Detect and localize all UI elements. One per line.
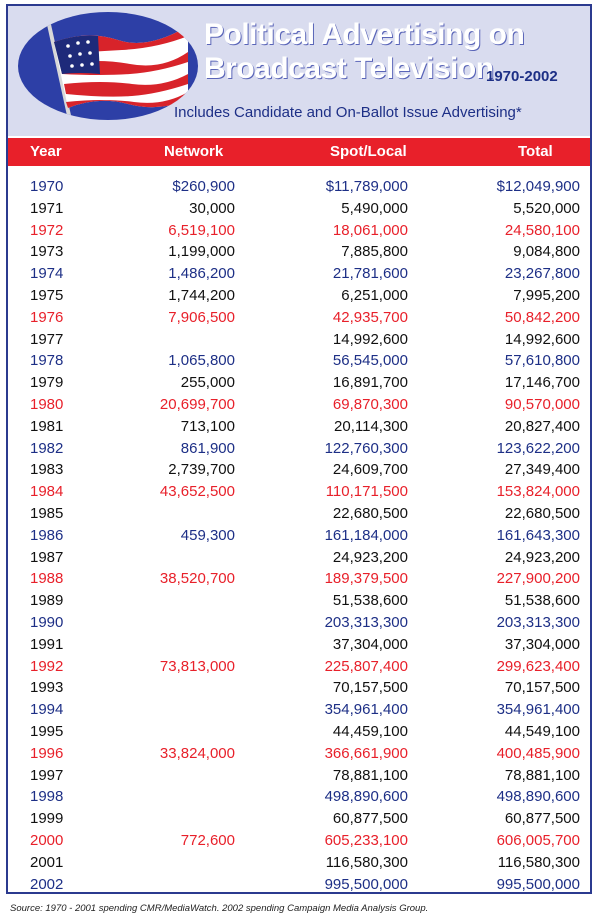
cell-network: 30,000 [189,199,235,217]
table-row [8,721,590,743]
cell-network: 1,486,200 [168,265,235,283]
cell-spot-local: 37,304,000 [332,635,408,653]
table-row [8,416,590,438]
cell-total: 44,549,100 [504,722,580,740]
cell-network: 2,739,700 [168,461,235,479]
cell-spot-local: 24,923,200 [332,548,408,566]
subtitle: Includes Candidate and On-Ballot Issue Advertising* [174,104,522,121]
cell-spot-local: 6,251,000 [341,286,408,304]
header-banner [8,6,590,136]
cell-total: 27,349,400 [504,461,580,479]
cell-network: 1,065,800 [168,352,235,370]
cell-total: 7,995,200 [513,286,580,304]
cell-total: 400,485,900 [496,744,580,762]
cell-spot-local: 24,609,700 [332,461,408,479]
cell-network: 33,824,000 [159,744,235,762]
table-row [8,459,590,481]
table-row [8,590,590,612]
cell-total: 14,992,600 [504,330,580,348]
table-row [8,438,590,460]
cell-year: 1974 [30,265,64,283]
cell-network: 713,100 [180,417,235,435]
table-row [8,568,590,590]
table-body [8,176,590,894]
cell-spot-local: 18,061,000 [332,221,408,239]
cell-network: 459,300 [180,526,235,544]
cell-year: 1986 [30,526,64,544]
source-note: Source: 1970 - 2001 spending CMR/MediaWatch. 2002 spending Campaign Media Analysis Group. [10,903,429,914]
cell-spot-local: 161,184,000 [324,526,408,544]
table-row [8,830,590,852]
cell-total: 22,680,500 [504,504,580,522]
cell-spot-local: 78,881,100 [332,766,408,784]
cell-year: 1975 [30,286,64,304]
cell-year: 1995 [30,722,64,740]
cell-year: 1996 [30,744,64,762]
cell-spot-local: 69,870,300 [332,395,408,413]
table-row [8,220,590,242]
column-header-network: Network [164,143,224,160]
cell-year: 1992 [30,657,64,675]
table-row [8,765,590,787]
cell-year: 1987 [30,548,64,566]
cell-year: 1981 [30,417,64,435]
cell-year: 1980 [30,395,64,413]
cell-spot-local: 42,935,700 [332,308,408,326]
column-header-year: Year [30,143,62,160]
table-row [8,808,590,830]
cell-year: 1983 [30,461,64,479]
cell-spot-local: 122,760,300 [324,439,408,457]
cell-network: 861,900 [180,439,235,457]
cell-spot-local: 16,891,700 [332,374,408,392]
table-row [8,198,590,220]
cell-total: 354,961,400 [496,701,580,719]
cell-network: 38,520,700 [159,570,235,588]
cell-spot-local: 225,807,400 [324,657,408,675]
table-row [8,503,590,525]
table-row [8,612,590,634]
cell-spot-local: 366,661,900 [324,744,408,762]
cell-spot-local: 354,961,400 [324,701,408,719]
cell-total: 57,610,800 [504,352,580,370]
cell-network: 73,813,000 [159,657,235,675]
cell-year: 2002 [30,875,64,893]
cell-total: 24,580,100 [504,221,580,239]
table-row [8,176,590,198]
cell-total: 24,923,200 [504,548,580,566]
cell-year: 1972 [30,221,64,239]
cell-spot-local: 189,379,500 [324,570,408,588]
cell-network: 772,600 [180,831,235,849]
cell-total: 498,890,600 [496,788,580,806]
cell-network: 43,652,500 [159,483,235,501]
cell-year: 1976 [30,308,64,326]
table-row [8,263,590,285]
flag-emblem [18,12,198,120]
title-line-2: Broadcast Television [204,52,494,85]
cell-total: 153,824,000 [496,483,580,501]
cell-total: 78,881,100 [504,766,580,784]
column-header-spot-local: Spot/Local [330,143,407,160]
cell-year: 1988 [30,570,64,588]
table-row [8,547,590,569]
cell-year: 2001 [30,853,64,871]
cell-year: 1971 [30,199,64,217]
cell-total: 123,622,200 [496,439,580,457]
cell-total: 9,084,800 [513,243,580,261]
title-line-1: Political Advertising on [204,18,525,51]
cell-year: 1970 [30,178,64,195]
cell-total: 161,643,300 [496,526,580,544]
cell-network: 1,199,000 [168,243,235,261]
cell-total: 60,877,500 [504,810,580,828]
cell-year: 1979 [30,374,64,392]
cell-year: 1990 [30,613,64,631]
cell-total: 50,842,200 [504,308,580,326]
cell-total: 90,570,000 [504,395,580,413]
table-row [8,372,590,394]
cell-network: 20,699,700 [159,395,235,413]
cell-spot-local: 110,171,500 [325,483,408,501]
cell-spot-local: 5,490,000 [341,199,408,217]
cell-spot-local: 60,877,500 [332,810,408,828]
table-header [8,138,590,166]
cell-network: 6,519,100 [168,221,235,239]
cell-year: 1998 [30,788,64,806]
cell-year: 2000 [30,831,64,849]
table-row [8,329,590,351]
cell-total: 299,623,400 [496,657,580,675]
cell-year: 1982 [30,439,64,457]
cell-network: 7,906,500 [168,308,235,326]
cell-spot-local: 20,114,300 [334,417,408,435]
cell-total: 37,304,000 [504,635,580,653]
cell-total: 20,827,400 [504,417,580,435]
cell-spot-local: 56,545,000 [332,352,408,370]
table-row [8,481,590,503]
cell-year: 1993 [30,679,64,697]
table-row [8,634,590,656]
cell-spot-local: 14,992,600 [332,330,408,348]
cell-year: 1973 [30,243,64,261]
table-row [8,394,590,416]
cell-total: 995,500,000 [496,875,580,893]
cell-total: 51,538,600 [504,592,580,610]
table-row [8,525,590,547]
cell-year: 1991 [30,635,64,653]
table-row [8,699,590,721]
column-header-total: Total [518,143,553,160]
page-title [204,18,524,86]
cell-total: 227,900,200 [496,570,580,588]
cell-spot-local: 22,680,500 [332,504,408,522]
cell-total: $12,049,900 [496,178,580,195]
american-flag-icon [18,12,198,120]
cell-year: 1984 [30,483,64,501]
cell-total: 5,520,000 [513,199,580,217]
cell-year: 1985 [30,504,64,522]
cell-year: 1978 [30,352,64,370]
cell-spot-local: 21,781,600 [332,265,408,283]
cell-total: 203,313,300 [496,613,580,631]
cell-spot-local: 498,890,600 [324,788,408,806]
cell-network: $260,900 [172,178,235,195]
table-card [6,4,592,894]
cell-spot-local: 7,885,800 [341,243,408,261]
cell-total: 606,005,700 [496,831,580,849]
cell-year: 1997 [30,766,64,784]
cell-year: 1977 [30,330,64,348]
cell-spot-local: 116,580,300 [325,853,408,871]
cell-spot-local: 44,459,100 [332,722,408,740]
cell-total: 17,146,700 [504,374,580,392]
cell-year: 1989 [30,592,64,610]
table-row [8,656,590,678]
cell-spot-local: 203,313,300 [324,613,408,631]
table-row [8,677,590,699]
table-row [8,307,590,329]
cell-spot-local: 70,157,500 [332,679,408,697]
year-range: 1970-2002 [486,68,558,85]
cell-spot-local: 605,233,100 [324,831,408,849]
cell-year: 1999 [30,810,64,828]
cell-network: 1,744,200 [168,286,235,304]
cell-year: 1994 [30,701,64,719]
cell-spot-local: 51,538,600 [332,592,408,610]
table-row [8,852,590,874]
table-row [8,874,590,895]
cell-total: 23,267,800 [504,265,580,283]
cell-spot-local: $11,789,000 [325,178,408,195]
table-row [8,743,590,765]
table-row [8,241,590,263]
cell-network: 255,000 [180,374,235,392]
table-row [8,285,590,307]
cell-spot-local: 995,500,000 [324,875,408,893]
cell-total: 70,157,500 [504,679,580,697]
table-row [8,786,590,808]
cell-total: 116,580,300 [497,853,580,871]
table-row [8,350,590,372]
